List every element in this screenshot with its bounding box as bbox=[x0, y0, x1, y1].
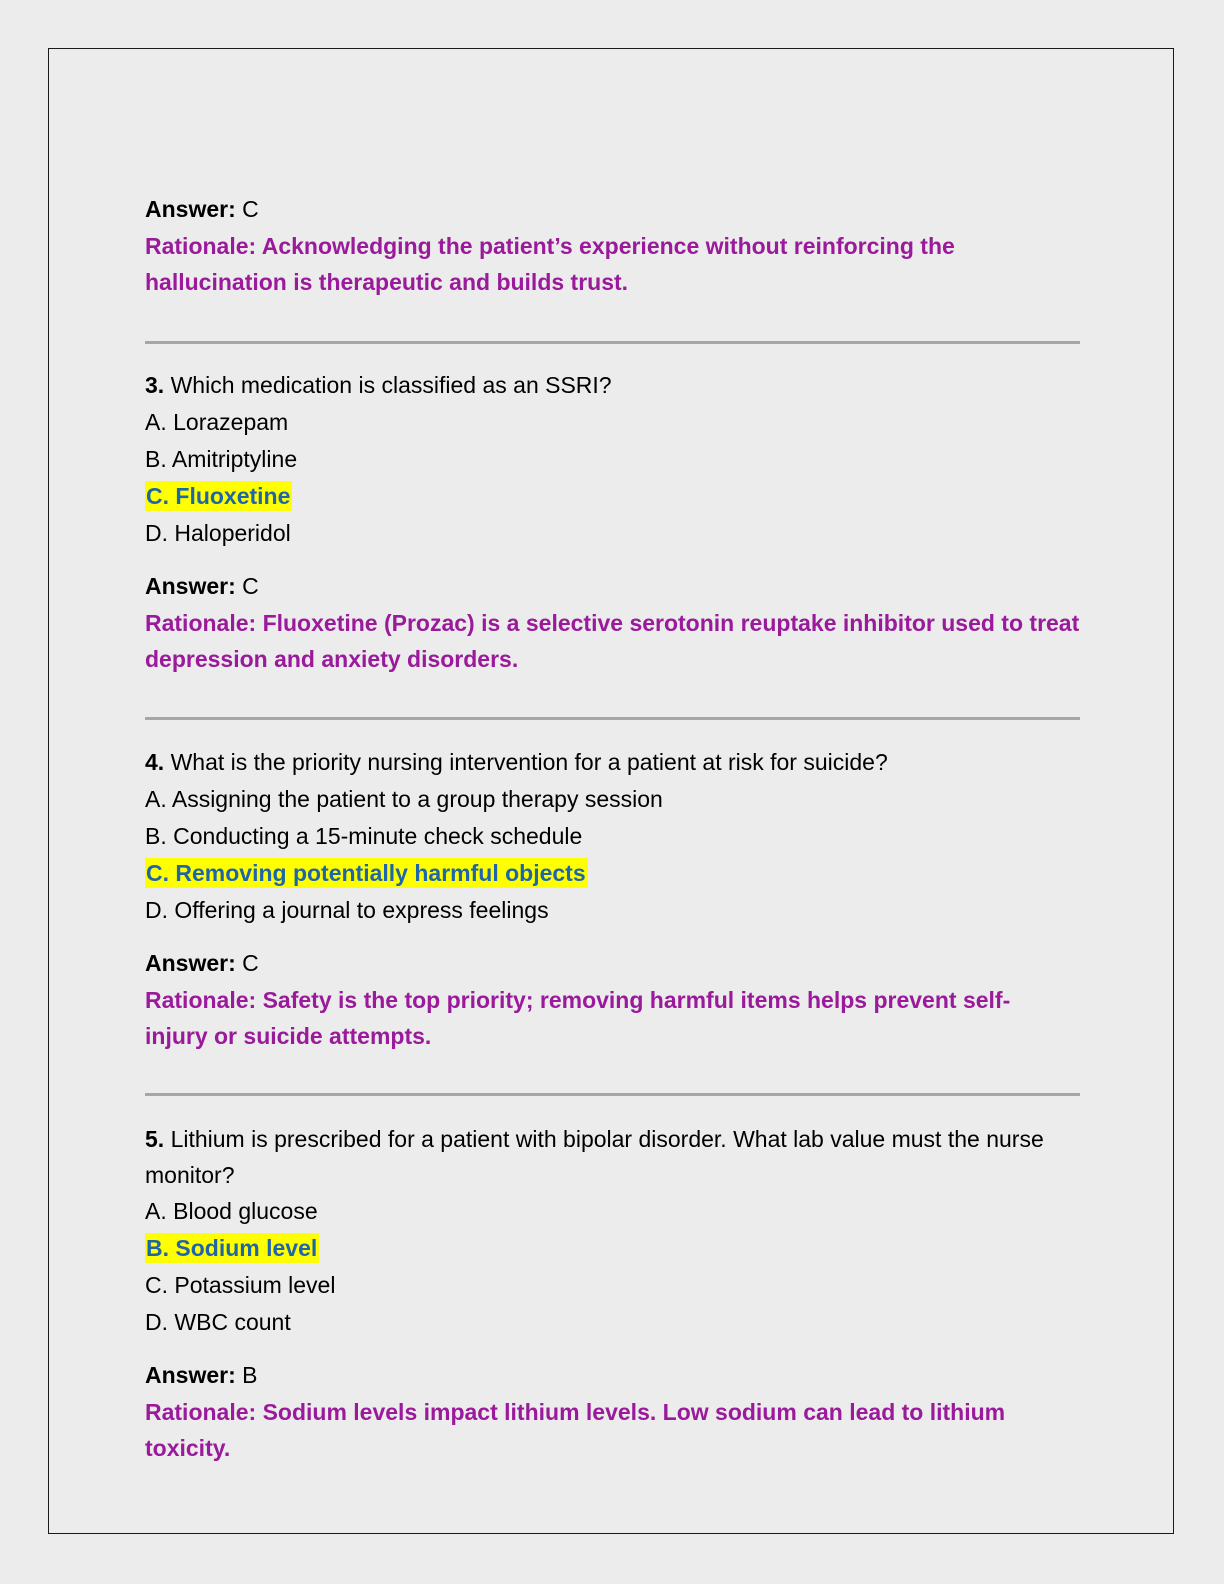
rationale-text: Rationale: Sodium levels impact lithium levels. Low sodium can lead to lithium toxicity. bbox=[145, 1399, 1006, 1461]
option-d: D. WBC count bbox=[145, 1309, 291, 1335]
question-number: 4. bbox=[145, 749, 165, 775]
option-c-correct bbox=[145, 478, 1080, 515]
document-page bbox=[48, 48, 1174, 1534]
answer-line bbox=[145, 568, 1080, 605]
option-b-correct bbox=[145, 1230, 1080, 1267]
section-divider bbox=[145, 717, 1080, 720]
question-number: 5. bbox=[145, 1126, 165, 1152]
option-c: C. Potassium level bbox=[145, 1272, 336, 1298]
answer-section bbox=[145, 568, 1080, 677]
question-prompt: Lithium is prescribed for a patient with bipolar disorder. What lab value must the nurse monitor? bbox=[145, 1126, 1044, 1188]
option-a: A. Assigning the patient to a group therapy session bbox=[145, 786, 663, 812]
correct-option-highlight: C. Fluoxetine bbox=[146, 483, 291, 509]
question-prompt: Which medication is classified as an SSRI? bbox=[164, 372, 612, 398]
question-text bbox=[145, 1121, 1055, 1193]
rationale-text: Rationale: Acknowledging the patient’s experience without reinforcing the hallucination is therapeutic and builds trust. bbox=[145, 233, 955, 295]
answer-line bbox=[145, 1357, 1080, 1394]
question-5 bbox=[145, 1121, 1080, 1466]
correct-option-highlight: B. Sodium level bbox=[146, 1235, 318, 1261]
answer-label: Answer: bbox=[145, 573, 236, 599]
answer-section bbox=[145, 945, 1080, 1054]
section-divider bbox=[145, 341, 1080, 344]
correct-option-highlight: C. Removing potentially harmful objects bbox=[146, 860, 586, 886]
answer-value: B bbox=[235, 1362, 258, 1388]
option-a: A. Blood glucose bbox=[145, 1198, 318, 1224]
answer-line bbox=[145, 945, 1080, 982]
question-prompt: What is the priority nursing intervention for a patient at risk for suicide? bbox=[164, 749, 888, 775]
option-b: B. Amitriptyline bbox=[145, 446, 298, 472]
option-b: B. Conducting a 15-minute check schedule bbox=[145, 823, 583, 849]
question-4 bbox=[145, 744, 1080, 1054]
option-c-correct bbox=[145, 855, 1080, 892]
question-number: 3. bbox=[145, 372, 165, 398]
answer-label: Answer: bbox=[145, 196, 236, 222]
answer-value: C bbox=[235, 950, 259, 976]
option-a: A. Lorazepam bbox=[145, 409, 289, 435]
answer-label: Answer: bbox=[145, 1362, 236, 1388]
answer-label: Answer: bbox=[145, 950, 236, 976]
option-d: D. Haloperidol bbox=[145, 520, 291, 546]
question-text bbox=[145, 744, 1080, 781]
option-d: D. Offering a journal to express feelings bbox=[145, 897, 549, 923]
answer-value: C bbox=[235, 196, 259, 222]
question-text bbox=[145, 367, 1080, 404]
question-3 bbox=[145, 367, 1080, 677]
section-divider bbox=[145, 1093, 1080, 1096]
question-2-answer-section bbox=[145, 191, 1080, 300]
answer-section bbox=[145, 1357, 1080, 1466]
answer-value: C bbox=[235, 573, 259, 599]
rationale-text: Rationale: Safety is the top priority; removing harmful items helps prevent self-injury or suicide attempts. bbox=[145, 987, 1011, 1049]
rationale-text: Rationale: Fluoxetine (Prozac) is a selective serotonin reuptake inhibitor used to treat depression and anxiety disorders. bbox=[145, 610, 1080, 672]
answer-line bbox=[145, 191, 1080, 228]
